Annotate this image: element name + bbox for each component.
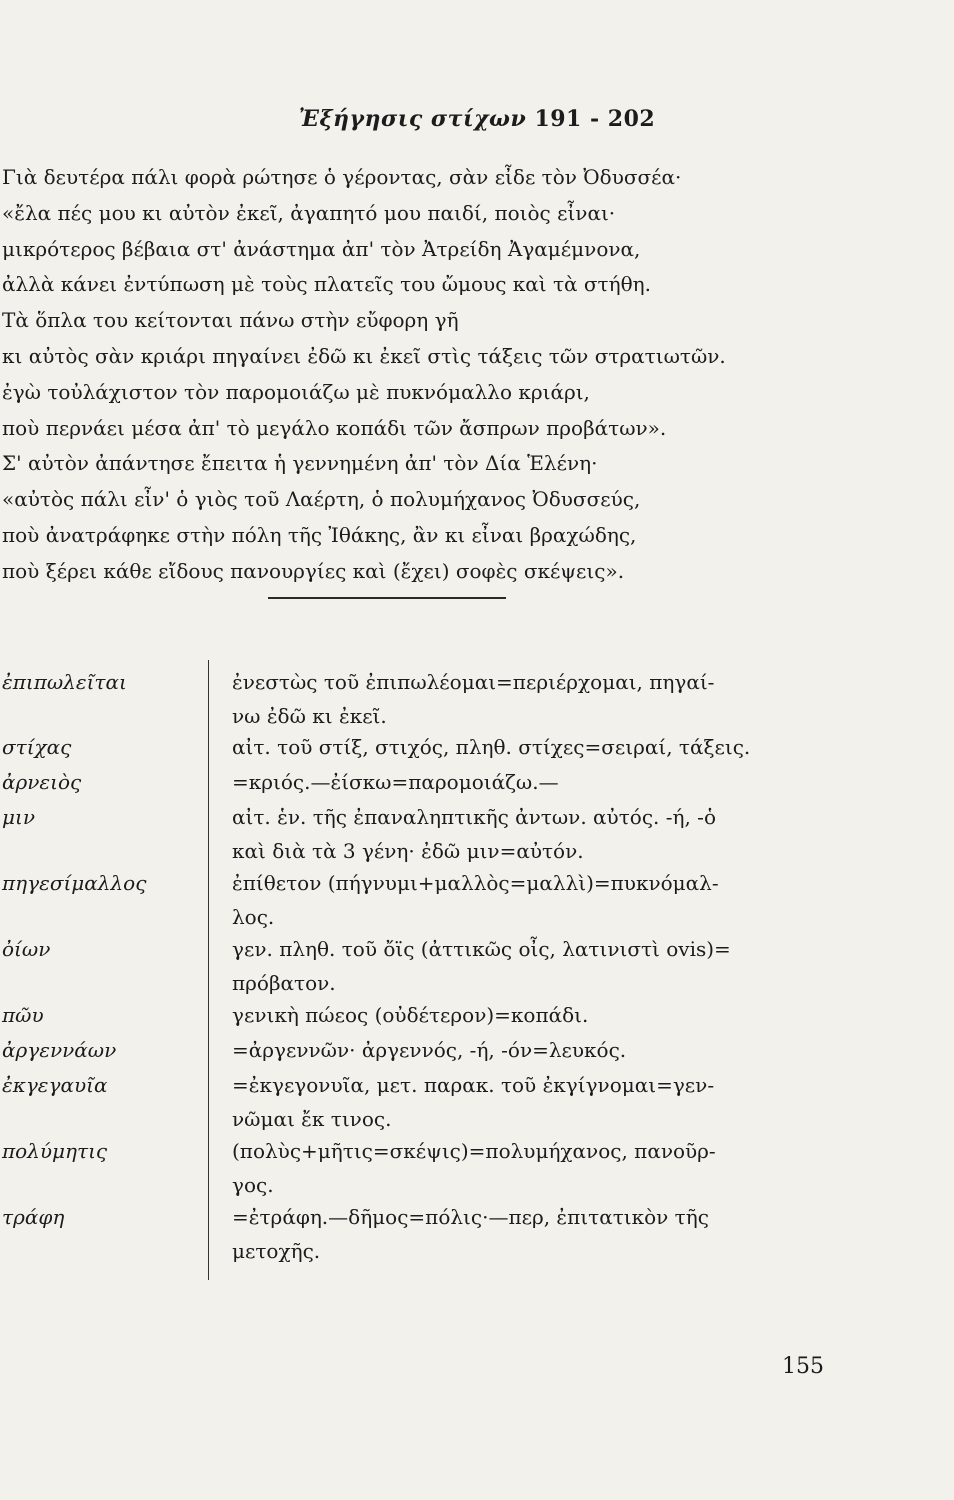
- poem-line: Τὰ ὅπλα του κείτονται πάνω στὴν εὔφορη γῆ: [2, 308, 459, 333]
- section-divider: [268, 597, 506, 599]
- glossary-definition: [232, 1033, 832, 1067]
- title-range: 191 - 202: [534, 106, 656, 132]
- glossary-term: πηγεσίμαλλος: [2, 871, 147, 895]
- poem-line: «αὐτὸς πάλι εἶν' ὁ γιὸς τοῦ Λαέρτη, ὁ πολυμήχανος Ὀδυσσεύς,: [2, 487, 641, 512]
- definition-line: λος.: [232, 905, 275, 929]
- definition-line: πρόβατον.: [232, 971, 336, 995]
- definition-line: γος.: [232, 1173, 274, 1197]
- page-number: 155: [782, 1354, 824, 1379]
- definition-line: γεν. πληθ. τοῦ ὄϊς (ἀττικῶς οἶς, λατινιστὶ ovis)=: [232, 937, 731, 961]
- definition-line: ἐπίθετον (πήγνυμι+μαλλὸς=μαλλὶ)=πυκνόμαλ-: [232, 871, 719, 895]
- title-text: Ἐξήγησις στίχων: [298, 106, 527, 132]
- glossary-term: ἐκγεγαυῖα: [2, 1073, 108, 1097]
- definition-line: αἰτ. τοῦ στίξ, στιχός, πληθ. στίχες=σειραί, τάξεις.: [232, 735, 751, 759]
- definition-line: =ἐκγεγονυῖα, μετ. παρακ. τοῦ ἐκγίγνομαι=γεν-: [232, 1073, 715, 1097]
- definition-line: =ἐτράφη.—δῆμος=πόλις·—περ, ἐπιτατικὸν τῆς: [232, 1205, 709, 1229]
- glossary-term: τράφη: [2, 1205, 65, 1229]
- glossary-definition: [232, 800, 832, 868]
- poem-line: Γιὰ δευτέρα πάλι φορὰ ρώτησε ὁ γέροντας, σὰν εἶδε τὸν Ὀδυσσέα·: [2, 165, 682, 189]
- poem-line: ποὺ περνάει μέσα ἀπ' τὸ μεγάλο κοπάδι τῶν ἄσπρων προβάτων».: [2, 415, 667, 440]
- glossary-term: ἐπιπωλεῖται: [2, 670, 127, 694]
- glossary-term: μιν: [2, 805, 35, 829]
- poem-line: «ἔλα πές μου κι αὐτὸν ἐκεῖ, ἀγαπητό μου παιδί, ποιὸς εἶναι·: [2, 200, 616, 225]
- glossary-term: στίχας: [2, 735, 72, 759]
- poem-line: ἐγὼ τοὐλάχιστον τὸν παρομοιάζω μὲ πυκνόμαλλο κριάρι,: [2, 379, 590, 404]
- glossary-term: ὀίων: [2, 937, 51, 961]
- definition-line: ἐνεστὼς τοῦ ἐπιπωλέομαι=περιέρχομαι, πηγαί-: [232, 670, 715, 694]
- glossary-term: πολύμητις: [2, 1139, 108, 1163]
- definition-line: καὶ διὰ τὰ 3 γένη· ἐδῶ μιν=αὐτόν.: [232, 839, 584, 863]
- glossary-definition: [232, 730, 832, 764]
- definition-line: νω ἐδῶ κι ἐκεῖ.: [232, 704, 387, 728]
- glossary-definition: [232, 665, 832, 733]
- glossary-column-divider: [208, 660, 209, 1280]
- definition-line: (πολὺς+μῆτις=σκέψις)=πολυμήχανος, πανοῦρ-: [232, 1139, 716, 1163]
- poem-line: ποὺ ἀνατράφηκε στὴν πόλη τῆς Ἰθάκης, ἂν κι εἶναι βραχώδης,: [2, 522, 637, 547]
- poem-line: ἀλλὰ κάνει ἐντύπωση μὲ τοὺς πλατεῖς του ὤμους καὶ τὰ στήθη.: [2, 272, 651, 297]
- glossary-definition: [232, 765, 832, 799]
- glossary-definition: [232, 1134, 832, 1202]
- glossary-term: ἀργεννάων: [2, 1038, 117, 1062]
- glossary-definition: [232, 1068, 832, 1136]
- glossary-definition: [232, 1200, 832, 1268]
- definition-line: =κριός.—ἐίσκω=παρομοιάζω.—: [232, 770, 559, 794]
- glossary-definition: [232, 866, 832, 934]
- definition-line: νῶμαι ἔκ τινος.: [232, 1107, 392, 1131]
- glossary-definition: [232, 932, 832, 1000]
- definition-line: αἰτ. ἑν. τῆς ἐπαναληπτικῆς ἀντων. αὐτός. -ή, -ὁ: [232, 805, 716, 829]
- glossary-term: πῶυ: [2, 1003, 44, 1027]
- definition-line: μετοχῆς.: [232, 1239, 321, 1263]
- glossary-term: ἀρνειὸς: [2, 770, 82, 794]
- definition-line: γενικὴ πώεος (οὐδέτερον)=κοπάδι.: [232, 1003, 589, 1027]
- poem-translation: [0, 160, 920, 590]
- definition-line: =ἀργεννῶν· ἀργεννός, -ή, -όν=λευκός.: [232, 1038, 627, 1062]
- poem-line: Σ' αὐτὸν ἀπάντησε ἔπειτα ἡ γεννημένη ἀπ' τὸν Δία Ἑλένη·: [2, 451, 598, 476]
- glossary-definition: [232, 998, 832, 1032]
- poem-line: κι αὐτὸς σὰν κριάρι πηγαίνει ἐδῶ κι ἐκεῖ στὶς τάξεις τῶν στρατιωτῶν.: [2, 343, 726, 368]
- poem-line: ποὺ ξέρει κάθε εἴδους πανουργίες καὶ (ἔχει) σοφὲς σκέψεις».: [2, 558, 625, 583]
- poem-line: μικρότερος βέβαια στ' ἀνάστημα ἀπ' τὸν Ἀτρείδη Ἀγαμέμνονα,: [2, 236, 641, 261]
- page-title: [0, 106, 954, 132]
